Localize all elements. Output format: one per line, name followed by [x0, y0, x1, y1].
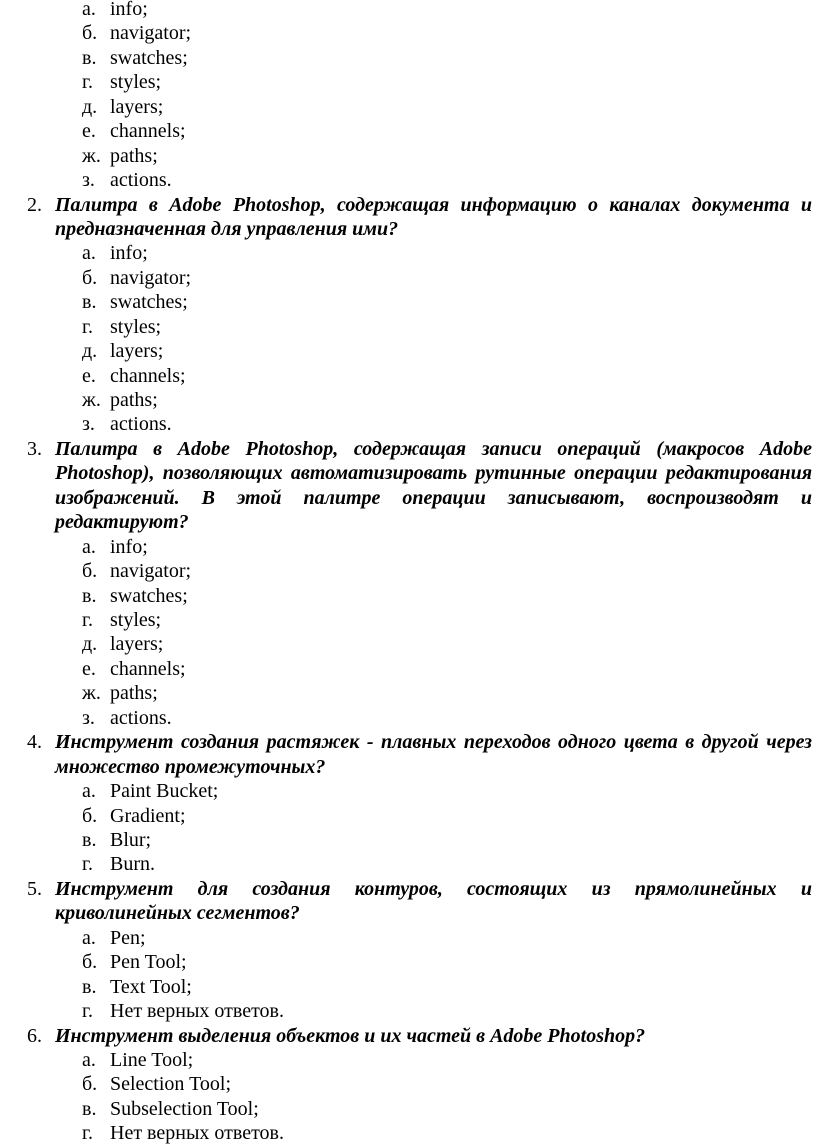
- answer-options-list: [0, 1048, 816, 1146]
- option-text: paths;: [110, 144, 158, 167]
- question-block: [0, 730, 816, 877]
- answer-option: [0, 70, 816, 94]
- question-block: [0, 437, 816, 730]
- option-letter: з.: [82, 169, 95, 192]
- option-text: styles;: [110, 609, 162, 632]
- answer-option: [0, 950, 816, 974]
- option-text: Blur;: [110, 829, 152, 851]
- answer-option: [0, 119, 816, 143]
- question-block: [0, 877, 816, 1024]
- answer-options-list: [0, 241, 816, 437]
- option-text: info;: [110, 0, 148, 20]
- answer-option: [0, 999, 816, 1023]
- answer-option: [0, 975, 816, 999]
- answer-option: [0, 926, 816, 950]
- question-number: 6.: [27, 1024, 42, 1047]
- option-letter: а.: [82, 0, 96, 20]
- option-text: swatches;: [110, 584, 188, 607]
- option-letter: б.: [82, 22, 98, 45]
- option-letter: б.: [82, 951, 98, 974]
- option-letter: ж.: [82, 389, 101, 412]
- option-letter: б.: [82, 560, 98, 583]
- answer-option: [0, 95, 816, 119]
- option-letter: в.: [82, 291, 97, 314]
- answer-option: [0, 535, 816, 559]
- option-text: navigator;: [110, 560, 192, 583]
- option-text: Selection Tool;: [110, 1073, 231, 1096]
- option-text: channels;: [110, 657, 186, 680]
- option-letter: д.: [82, 340, 98, 363]
- answer-option: [0, 706, 816, 730]
- option-text: paths;: [110, 682, 158, 705]
- option-text: Нет верных ответов.: [110, 1000, 285, 1023]
- answer-option: [0, 852, 816, 876]
- option-letter: е.: [82, 120, 96, 143]
- question-text: Палитра в Adobe Photoshop, содержащая информацию о каналах документа и предназначенная для управления ими?: [55, 193, 812, 240]
- answer-option: [0, 0, 816, 21]
- option-letter: е.: [82, 657, 96, 680]
- option-letter: г.: [82, 315, 93, 338]
- option-text: info;: [110, 242, 148, 265]
- answer-option: [0, 266, 816, 290]
- option-letter: д.: [82, 633, 98, 656]
- option-letter: з.: [82, 706, 95, 729]
- option-letter: г.: [82, 609, 93, 632]
- option-letter: ж.: [82, 682, 101, 705]
- option-text: paths;: [110, 389, 158, 412]
- option-text: channels;: [110, 120, 186, 143]
- option-letter: а.: [82, 242, 96, 265]
- option-letter: г.: [82, 853, 93, 876]
- question-number: 3.: [27, 437, 42, 460]
- answer-option: [0, 388, 816, 412]
- answer-option: [0, 290, 816, 314]
- option-letter: а.: [82, 926, 96, 949]
- option-letter: в.: [82, 46, 97, 69]
- option-letter: з.: [82, 413, 95, 436]
- option-letter: в.: [82, 975, 97, 998]
- option-text: Pen Tool;: [110, 951, 187, 974]
- option-letter: а.: [82, 1048, 96, 1071]
- question-number: 4.: [27, 731, 42, 754]
- answer-option: [0, 1048, 816, 1072]
- answer-option: [0, 412, 816, 436]
- option-text: channels;: [110, 364, 186, 387]
- answer-option: [0, 241, 816, 265]
- answer-option: [0, 681, 816, 705]
- answer-option: [0, 1072, 816, 1096]
- answer-option: [0, 828, 816, 852]
- option-text: actions.: [110, 706, 172, 729]
- option-text: Paint Bucket;: [110, 780, 219, 803]
- option-text: Gradient;: [110, 804, 186, 827]
- option-letter: г.: [82, 71, 93, 94]
- question-number: 5.: [27, 877, 42, 900]
- previous-question-options: [0, 0, 816, 193]
- option-text: actions.: [110, 413, 172, 436]
- option-text: swatches;: [110, 46, 188, 69]
- question-block: [0, 193, 816, 437]
- option-text: Pen;: [110, 926, 146, 949]
- option-text: info;: [110, 535, 148, 558]
- option-text: actions.: [110, 169, 172, 192]
- option-text: styles;: [110, 71, 162, 94]
- answer-option: [0, 632, 816, 656]
- option-letter: б.: [82, 266, 98, 289]
- option-text: layers;: [110, 340, 164, 363]
- option-letter: в.: [82, 584, 97, 607]
- option-text: navigator;: [110, 266, 192, 289]
- answer-options-list: [0, 926, 816, 1024]
- question-text: Инструмент для создания контуров, состоящих из прямолинейных и криволинейных сегментов?: [55, 877, 812, 925]
- answer-option: [0, 315, 816, 339]
- answer-option: [0, 1097, 816, 1121]
- option-letter: г.: [82, 1000, 93, 1023]
- option-text: Burn.: [110, 853, 155, 876]
- option-text: styles;: [110, 315, 162, 338]
- option-text: Нет верных ответов.: [110, 1122, 285, 1145]
- answer-option: [0, 21, 816, 45]
- answer-option: [0, 46, 816, 70]
- option-text: Line Tool;: [110, 1048, 194, 1071]
- option-text: Subselection Tool;: [110, 1097, 259, 1120]
- option-letter: в.: [82, 1097, 97, 1120]
- option-text: swatches;: [110, 291, 188, 314]
- answer-option: [0, 339, 816, 363]
- option-text: Text Tool;: [110, 975, 192, 998]
- question-text: Инструмент выделения объектов и их частей в Adobe Photoshop?: [55, 1024, 646, 1047]
- answer-option: [0, 559, 816, 583]
- answer-option: [0, 804, 816, 828]
- option-text: navigator;: [110, 22, 192, 45]
- option-letter: а.: [82, 780, 96, 803]
- answer-option: [0, 364, 816, 388]
- option-letter: ж.: [82, 144, 101, 167]
- option-letter: г.: [82, 1122, 93, 1145]
- question-block: [0, 1024, 816, 1146]
- answer-option: [0, 657, 816, 681]
- answer-options-list: [0, 779, 816, 877]
- answer-option: [0, 144, 816, 168]
- answer-option: [0, 779, 816, 803]
- question-number: 2.: [27, 193, 42, 216]
- option-letter: б.: [82, 804, 98, 827]
- option-letter: е.: [82, 364, 96, 387]
- option-letter: а.: [82, 535, 96, 558]
- answer-options-list: [0, 535, 816, 731]
- answer-option: [0, 1121, 816, 1145]
- option-letter: д.: [82, 95, 98, 118]
- option-letter: б.: [82, 1073, 98, 1096]
- question-text: Инструмент создания растяжек - плавных переходов одного цвета в другой через множество промежуточных?: [55, 731, 812, 778]
- answer-option: [0, 608, 816, 632]
- option-text: layers;: [110, 95, 164, 118]
- answer-option: [0, 584, 816, 608]
- option-text: layers;: [110, 633, 164, 656]
- option-letter: в.: [82, 829, 97, 851]
- question-text: Палитра в Adobe Photoshop, содержащая записи операций (макросов Adobe Photoshop), позволяющих автоматизировать рутинные операции редактирования изображений. В этой палитре операции записывают, воспроизводят и редактируют?: [55, 437, 812, 534]
- answer-option: [0, 168, 816, 192]
